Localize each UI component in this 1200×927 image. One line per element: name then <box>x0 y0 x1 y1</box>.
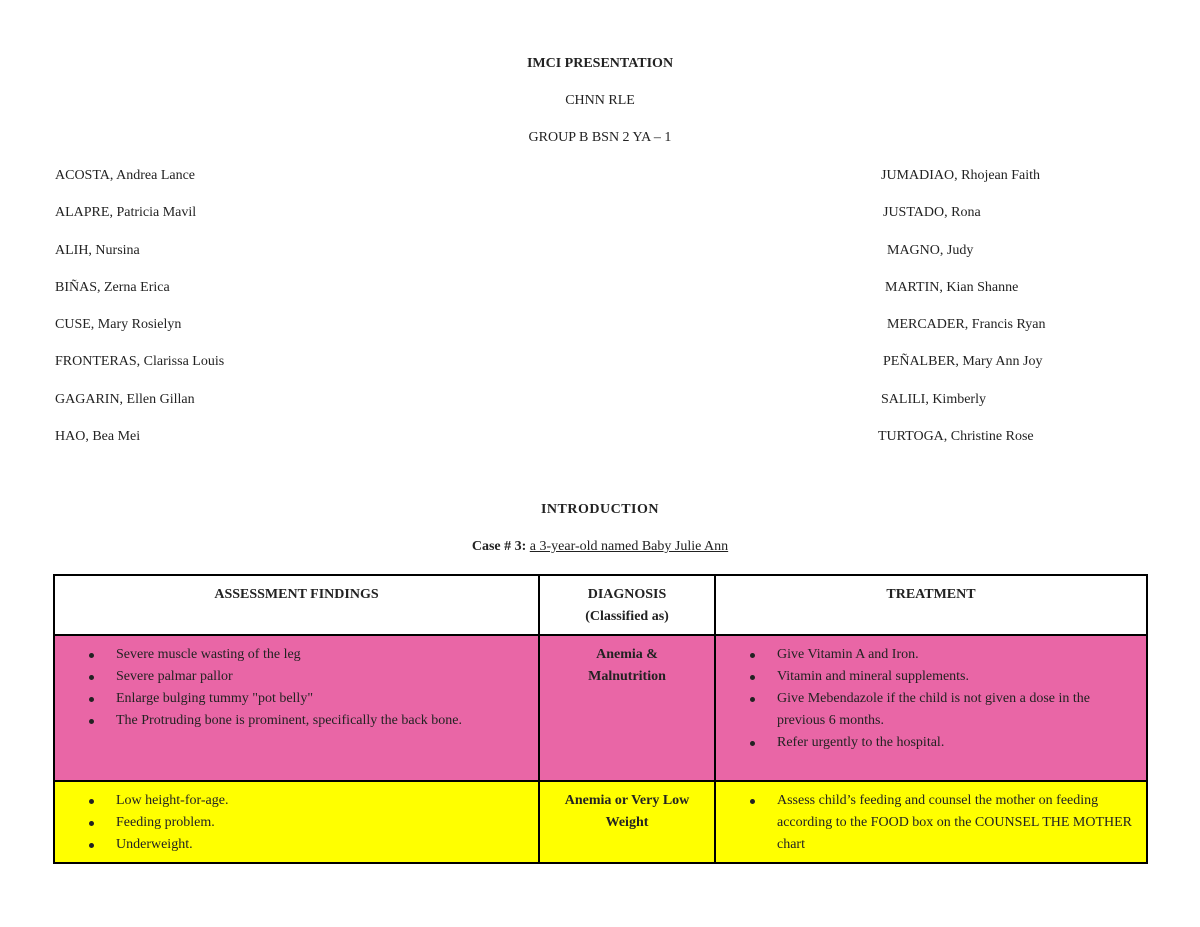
findings-list <box>63 644 530 732</box>
member-name: JUMADIAO, Rhojean Faith <box>881 168 1041 183</box>
diagnosis-cell <box>539 781 715 863</box>
treatment-cell <box>715 781 1147 863</box>
table-header-row <box>54 575 1147 635</box>
member-name: ALIH, Nursina <box>55 242 140 258</box>
header-diagnosis <box>539 575 715 635</box>
list-item: Underweight. <box>116 834 530 856</box>
header-diagnosis-line1: DIAGNOSIS <box>587 587 667 602</box>
member-name: TURTOGA, Christine Rose <box>878 429 1034 445</box>
treatment-list <box>724 790 1138 856</box>
treatment-cell <box>715 635 1147 781</box>
header-assessment: ASSESSMENT FINDINGS <box>54 575 539 635</box>
member-name: MERCADER, Francis Ryan <box>887 317 1046 333</box>
list-item: Enlarge bulging tummy "pot belly" <box>116 688 530 710</box>
course-subtitle: CHNN RLE <box>565 93 635 108</box>
member-name: CUSE, Mary Rosielyn <box>55 317 182 333</box>
findings-cell <box>54 781 539 863</box>
members-list-left <box>55 167 224 465</box>
member-name: PEÑALBER, Mary Ann Joy <box>883 354 1043 370</box>
member-name: HAO, Bea Mei <box>55 429 141 445</box>
table-row <box>54 781 1147 863</box>
header-diagnosis-line2: (Classified as) <box>585 609 669 624</box>
diagnosis-line1: Anemia or Very Low <box>564 793 690 808</box>
imci-table <box>53 574 1148 864</box>
list-item: Feeding problem. <box>116 812 530 834</box>
list-item: Severe palmar pallor <box>116 666 530 688</box>
case-description: a 3-year-old named Baby Julie Ann <box>529 539 729 554</box>
member-name: GAGARIN, Ellen Gillan <box>55 391 195 407</box>
member-name: MARTIN, Kian Shanne <box>885 279 1019 295</box>
diagnosis-line2: Weight <box>605 815 649 830</box>
list-item: Severe muscle wasting of the leg <box>116 644 530 666</box>
list-item: Vitamin and mineral supplements. <box>777 666 1138 688</box>
list-item: The Protruding bone is prominent, specifically the back bone. <box>116 710 530 732</box>
findings-list <box>63 790 530 856</box>
section-heading: INTRODUCTION <box>540 502 659 517</box>
list-item: Refer urgently to the hospital. <box>777 732 1138 754</box>
diagnosis-cell <box>539 635 715 781</box>
diagnosis-line2: Malnutrition <box>588 669 666 684</box>
diagnosis-line1: Anemia & <box>596 647 658 662</box>
member-name: BIÑAS, Zerna Erica <box>55 279 170 295</box>
list-item: Give Vitamin A and Iron. <box>777 644 1138 666</box>
case-label: Case # 3: <box>471 539 527 554</box>
member-name: ACOSTA, Andrea Lance <box>55 168 196 183</box>
document-title: IMCI PRESENTATION <box>526 56 674 71</box>
members-list-right <box>878 167 1046 465</box>
list-item: Give Mebendazole if the child is not given a dose in the previous 6 months. <box>777 688 1138 732</box>
member-name: ALAPRE, Patricia Mavil <box>55 205 197 221</box>
group-subtitle: GROUP B BSN 2 YA – 1 <box>528 130 672 145</box>
member-name: SALILI, Kimberly <box>881 391 986 407</box>
treatment-list <box>724 644 1138 754</box>
member-name: FRONTERAS, Clarissa Louis <box>55 354 225 370</box>
list-item: Assess child’s feeding and counsel the mother on feeding according to the FOOD box on the COUNSEL THE MOTHER chart <box>777 790 1138 856</box>
member-name: MAGNO, Judy <box>887 242 974 258</box>
findings-cell <box>54 635 539 781</box>
case-line <box>0 539 1200 555</box>
member-name: JUSTADO, Rona <box>883 205 981 221</box>
list-item: Low height-for-age. <box>116 790 530 812</box>
table-row <box>54 635 1147 781</box>
header-treatment: TREATMENT <box>715 575 1147 635</box>
